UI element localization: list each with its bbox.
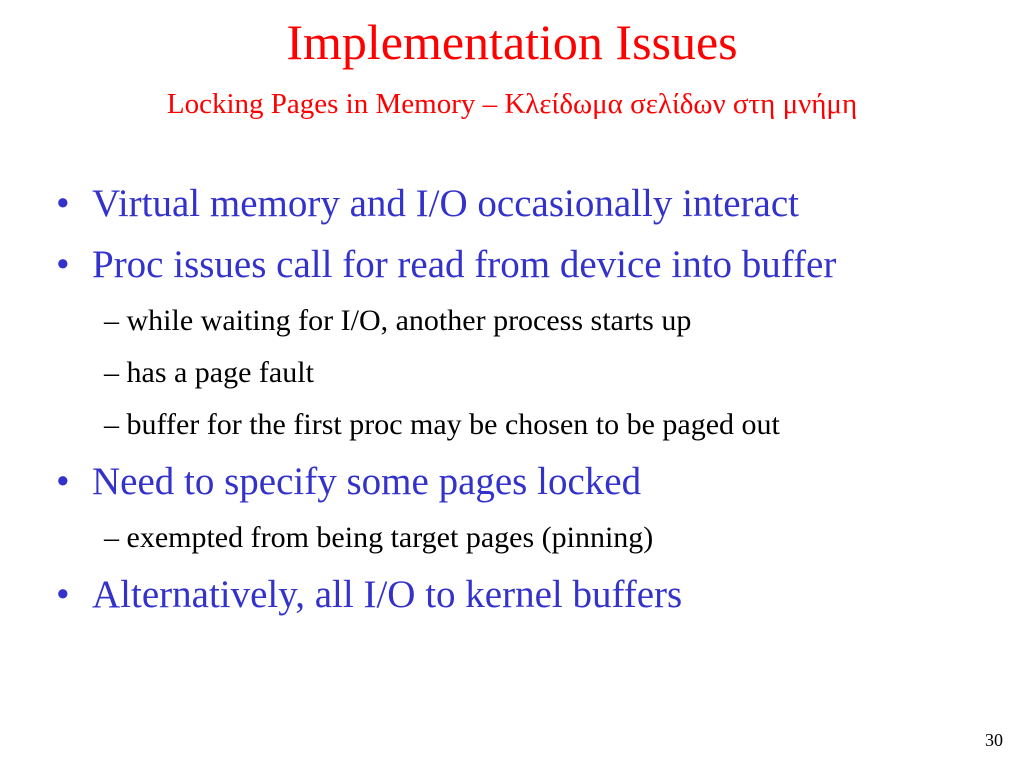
sub-bullet-item: – has a page fault xyxy=(104,356,314,389)
bullet-text: Virtual memory and I/O occasionally interact xyxy=(92,182,799,225)
slide-subtitle: Locking Pages in Memory – Κλείδωμα σελίδων στη μνήμη xyxy=(166,88,858,120)
bullet-text: Proc issues call for read from device into buffer xyxy=(92,243,837,286)
bullet-marker: • xyxy=(56,182,70,225)
slide-title: Implementation Issues xyxy=(286,14,738,70)
bullet-text: Alternatively, all I/O to kernel buffers xyxy=(92,573,683,616)
sub-bullet-item: – buffer for the first proc may be chosen to be paged out xyxy=(104,408,780,441)
bullet-item xyxy=(56,459,641,505)
bullet-marker: • xyxy=(56,243,70,286)
bullet-item xyxy=(56,181,799,227)
bullet-item xyxy=(56,572,682,618)
bullet-marker: • xyxy=(56,460,70,503)
bullet-text: Need to specify some pages locked xyxy=(92,460,642,503)
sub-bullet-item: – while waiting for I/O, another process starts up xyxy=(104,304,692,337)
bullet-item xyxy=(56,242,836,288)
page-number: 30 xyxy=(985,730,1003,750)
sub-bullet-item: – exempted from being target pages (pinning) xyxy=(104,521,654,554)
bullet-marker: • xyxy=(56,573,70,616)
